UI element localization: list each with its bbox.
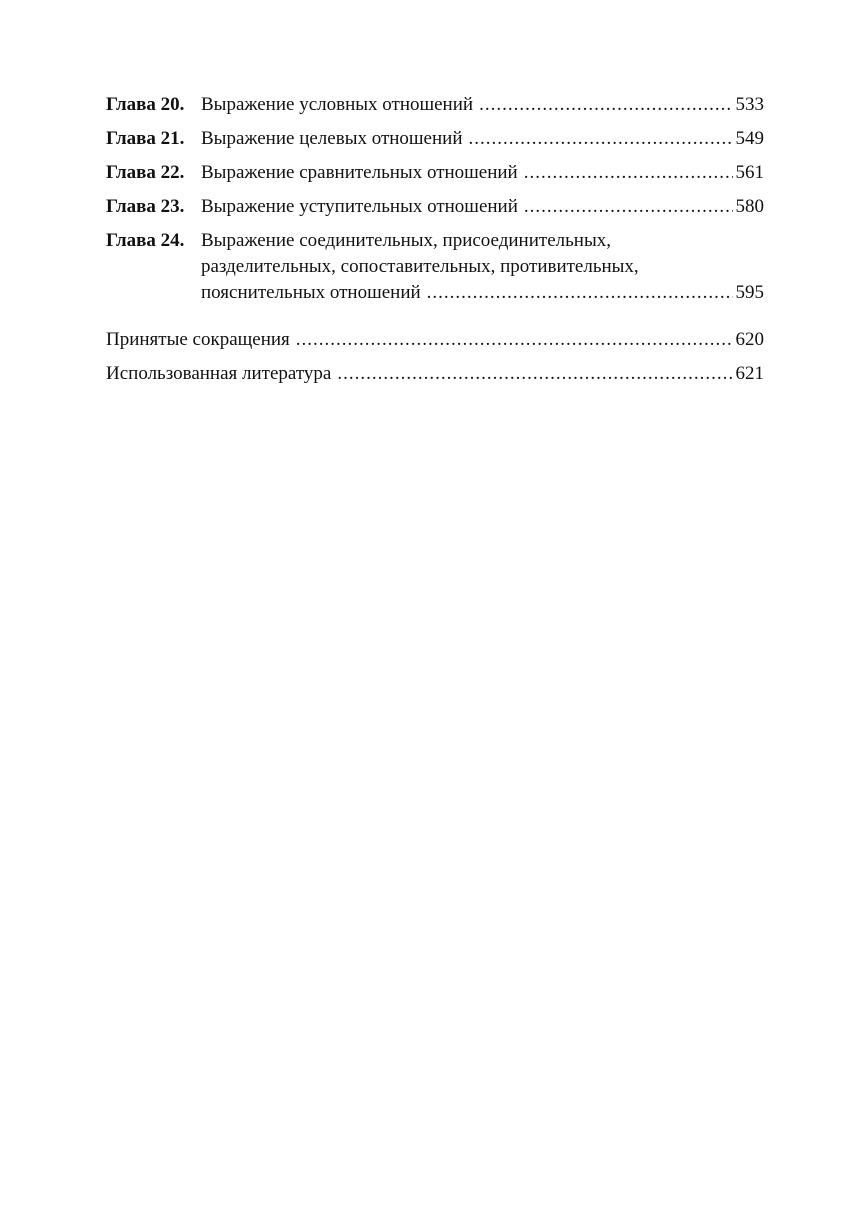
page-number: 595 <box>735 282 764 303</box>
dot-leader <box>524 160 733 186</box>
table-of-contents <box>106 92 764 395</box>
page-number: 549 <box>735 128 764 149</box>
chapter-title-block <box>201 92 764 118</box>
dot-leader <box>479 92 732 118</box>
chapter-title: Выражение целевых отношений <box>201 128 463 149</box>
chapter-title-block <box>201 126 764 152</box>
page-number: 561 <box>735 162 764 183</box>
page-number: 621 <box>735 363 764 384</box>
chapter-number: Глава 22. <box>106 162 185 183</box>
toc-entry-chapter-22[interactable] <box>106 160 764 186</box>
page-number: 533 <box>735 94 764 115</box>
dot-leader <box>427 280 733 306</box>
chapter-title-block <box>201 160 764 186</box>
chapter-title-block <box>201 228 764 306</box>
chapter-title: Выражение условных отношений <box>201 94 474 115</box>
chapter-number: Глава 24. <box>106 230 185 251</box>
leader-line <box>201 126 764 152</box>
toc-entry-chapter-20[interactable] <box>106 92 764 118</box>
toc-entry-chapter-24[interactable] <box>106 228 764 306</box>
leader-line <box>201 194 764 220</box>
toc-entry-abbreviations[interactable] <box>106 327 764 353</box>
dot-leader <box>469 126 733 152</box>
chapter-number: Глава 23. <box>106 196 185 217</box>
entry-title: Принятые сокращения <box>106 329 290 350</box>
dot-leader <box>296 327 733 353</box>
page-number: 580 <box>735 196 764 217</box>
toc-entry-references[interactable] <box>106 361 764 387</box>
chapter-number: Глава 21. <box>106 128 185 149</box>
toc-entry-chapter-23[interactable] <box>106 194 764 220</box>
chapter-title-block <box>201 194 764 220</box>
section-spacer <box>106 314 764 327</box>
leader-line <box>201 92 764 118</box>
leader-line <box>201 280 764 306</box>
chapter-title: Выражение сравнительных отношений <box>201 162 518 183</box>
page-number: 620 <box>735 329 764 350</box>
chapter-title-line: Выражение соединительных, присоединительных, <box>201 230 611 251</box>
chapter-title: Выражение уступительных отношений <box>201 196 518 217</box>
chapter-title-line: разделительных, сопоставительных, противительных, <box>201 256 639 277</box>
leader-line <box>201 160 764 186</box>
dot-leader <box>337 361 732 387</box>
chapter-number: Глава 20. <box>106 94 185 115</box>
toc-entry-chapter-21[interactable] <box>106 126 764 152</box>
entry-title: Использованная литература <box>106 363 332 384</box>
chapter-title: пояснительных отношений <box>201 282 421 303</box>
dot-leader <box>524 194 733 220</box>
